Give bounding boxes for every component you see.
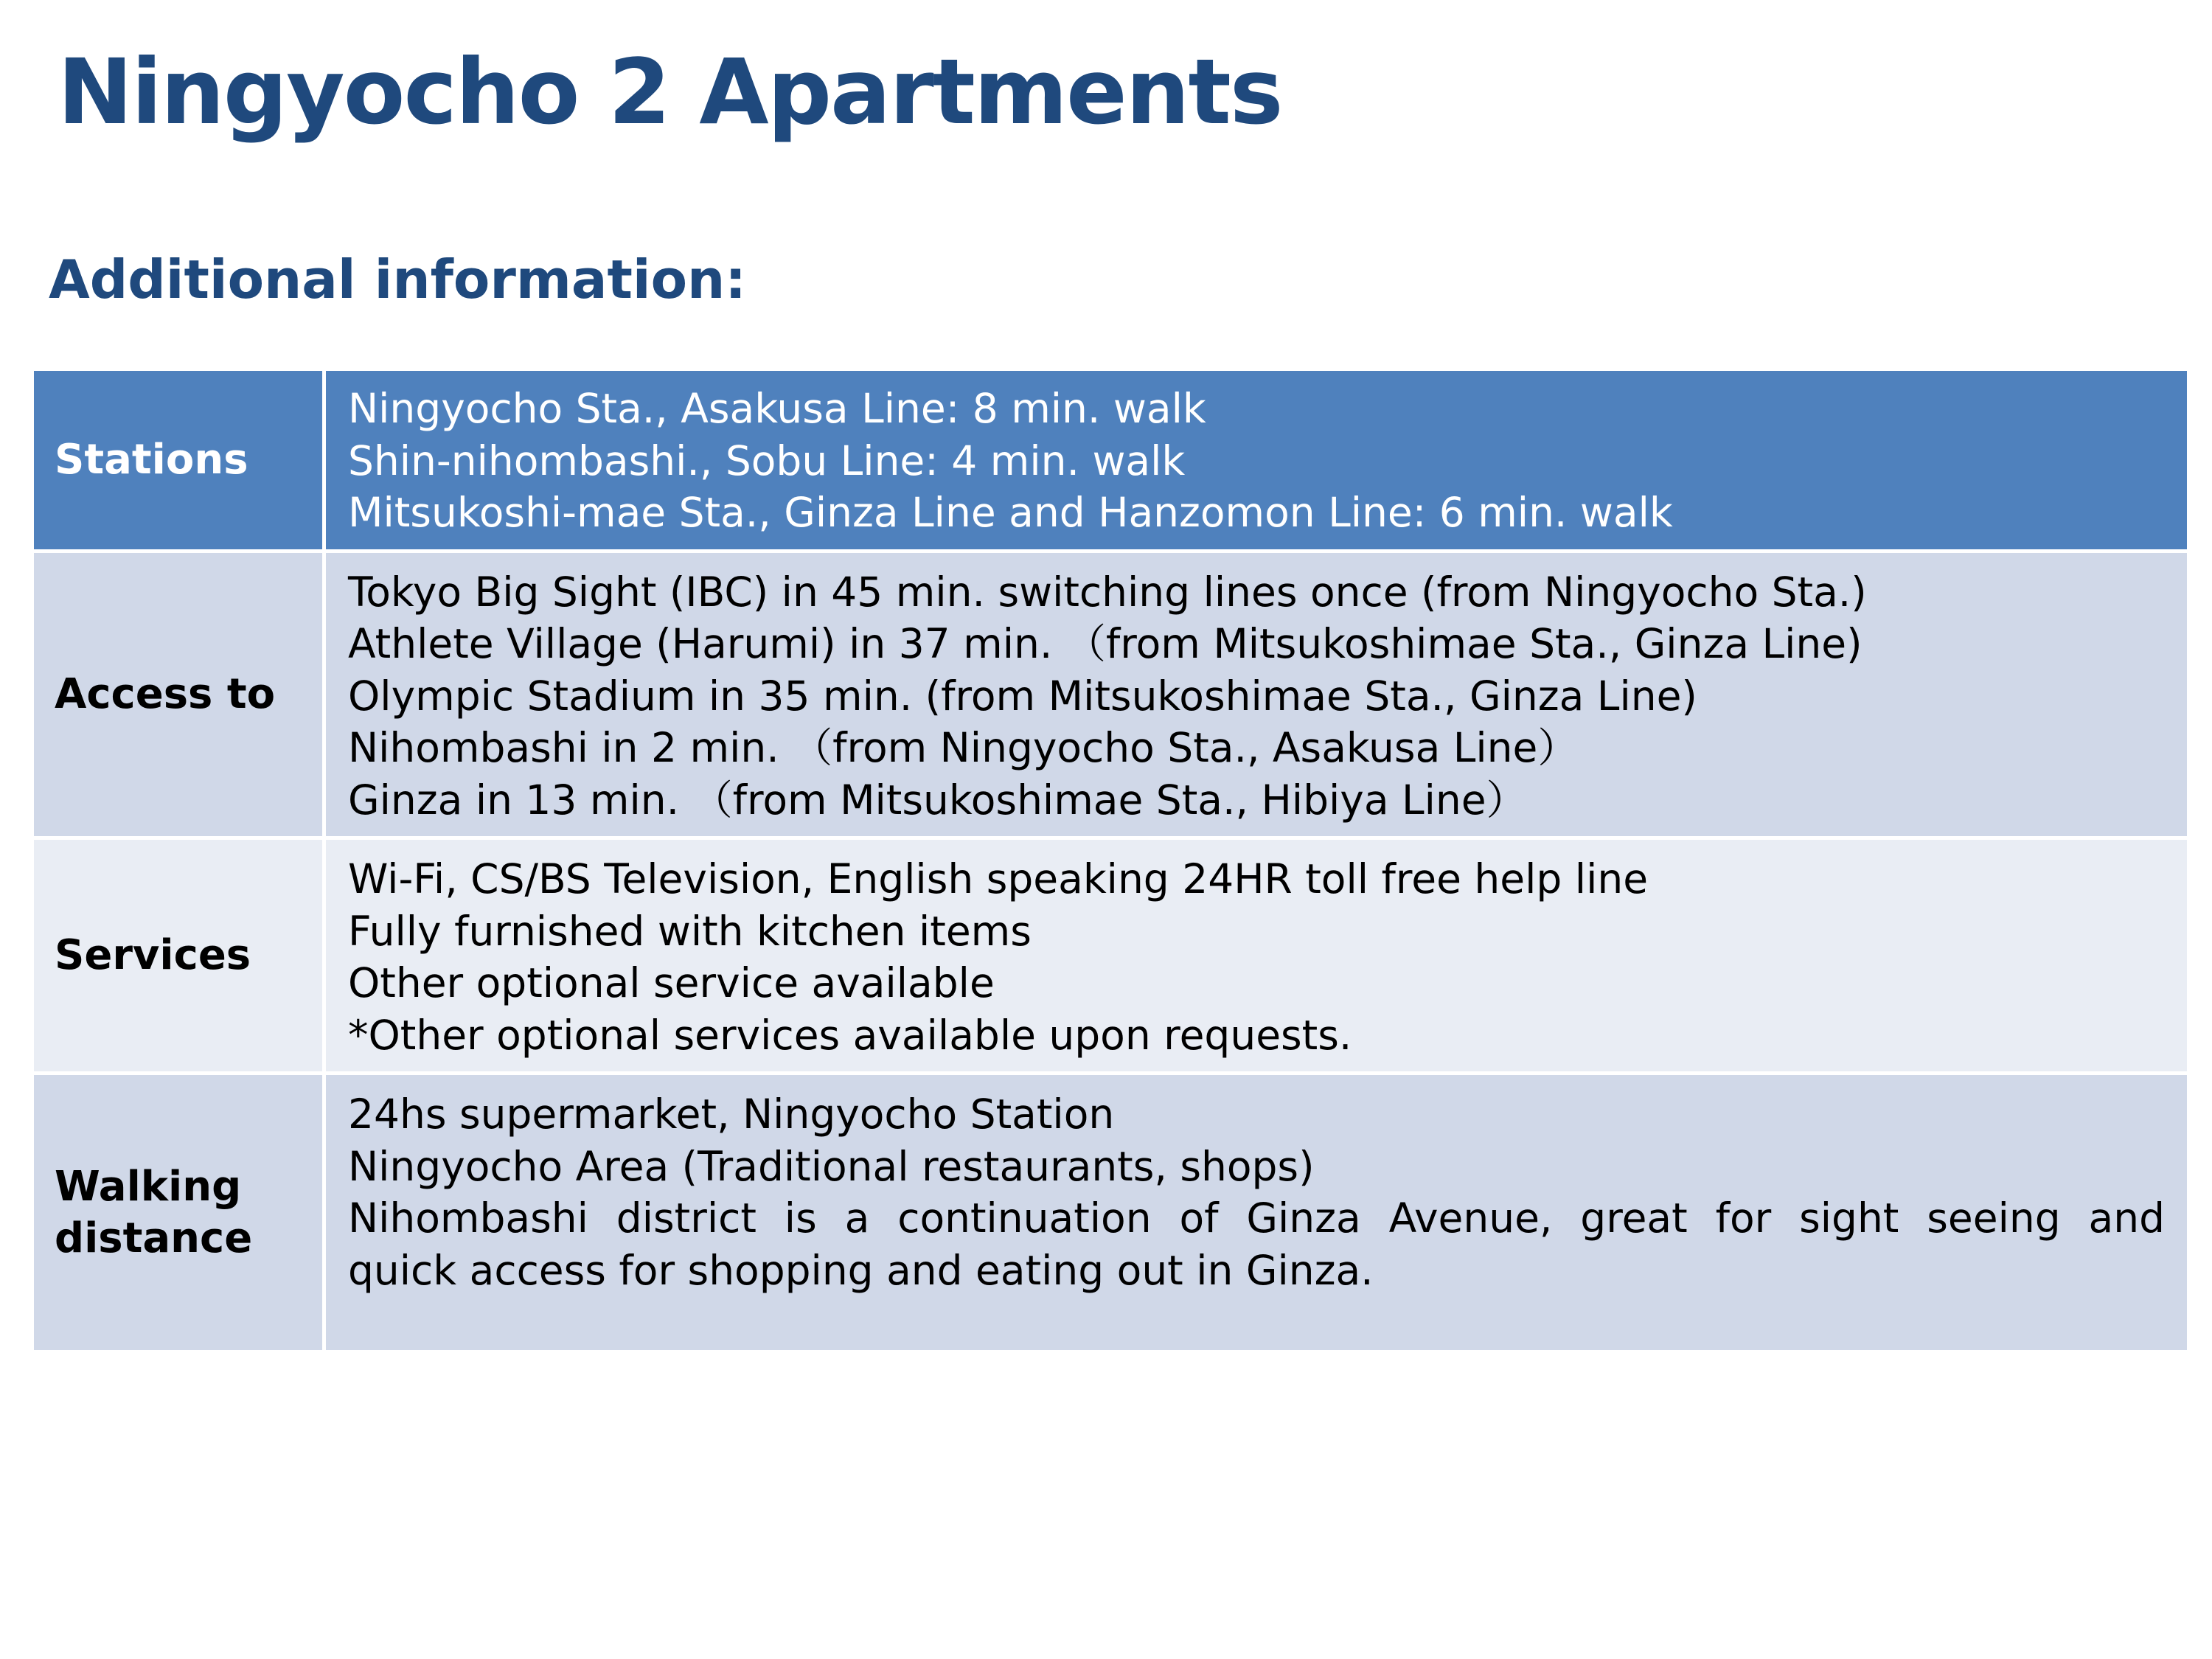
list-item: Other optional service available: [348, 959, 995, 1006]
list-item: Nihombashi district is a continuation of Ginza Avenue, great for sight seeing and: [348, 1194, 2165, 1242]
list-item: Nihombashi in 2 min. （from Ningyocho Sta., Asakusa Line）: [348, 724, 1579, 771]
info-table: [30, 367, 2191, 1354]
section-subtitle: Additional information:: [49, 248, 747, 310]
table-row-stations: [32, 369, 2189, 552]
list-item: Athlete Village (Harumi) in 37 min. （from Mitsukoshimae Sta., Ginza Line): [348, 620, 1863, 667]
list-item: Fully furnished with kitchen items: [348, 907, 1032, 955]
row-header-services: Services: [32, 838, 324, 1074]
table-row-walking: [32, 1074, 2189, 1352]
list-item: Mitsukoshi-mae Sta., Ginza Line and Hanzomon Line: 6 min. walk: [348, 489, 1673, 536]
row-header-access: Access to: [32, 551, 324, 838]
list-item: Ningyocho Area (Traditional restaurants, shops): [348, 1142, 1315, 1190]
list-item: quick access for shopping and eating out in Ginza.: [348, 1246, 1374, 1294]
row-header-walking-line2: distance: [55, 1214, 253, 1262]
table-row-services: [32, 838, 2189, 1074]
list-item: Ginza in 13 min. （from Mitsukoshimae Sta., Hibiya Line）: [348, 776, 1527, 824]
list-item: Tokyo Big Sight (IBC) in 45 min. switching lines once (from Ningyocho Sta.): [348, 568, 1867, 616]
table-row-access: [32, 551, 2189, 838]
list-item: Shin-nihombashi., Sobu Line: 4 min. walk: [348, 437, 1186, 484]
row-header-stations: Stations: [32, 369, 324, 552]
row-header-walking-line1: Walking: [55, 1162, 242, 1211]
list-item: Ningyocho Sta., Asakusa Line: 8 min. walk: [348, 385, 1206, 432]
row-header-walking: [32, 1074, 324, 1352]
list-item: Wi-Fi, CS/BS Television, English speaking 24HR toll free help line: [348, 855, 1649, 902]
list-item: Olympic Stadium in 35 min. (from Mitsukoshimae Sta., Ginza Line): [348, 672, 1697, 720]
row-content-services: [324, 838, 2189, 1074]
row-content-stations: [324, 369, 2189, 552]
list-item: 24hs supermarket, Ningyocho Station: [348, 1091, 1115, 1138]
row-content-access: [324, 551, 2189, 838]
page-title: Ningyocho 2 Apartments: [58, 40, 1282, 145]
list-item: *Other optional services available upon requests.: [348, 1011, 1352, 1059]
row-content-walking: [324, 1074, 2189, 1352]
